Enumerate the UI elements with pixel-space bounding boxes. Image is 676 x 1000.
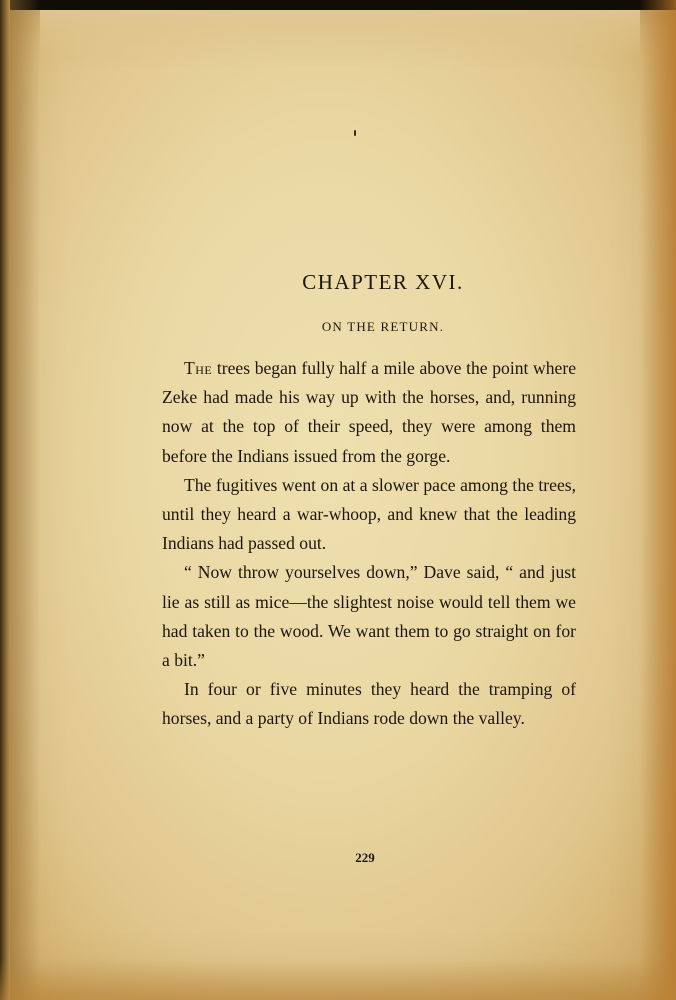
- chapter-body: [162, 354, 576, 734]
- page-number: 229: [355, 850, 375, 865]
- paper-speck: [354, 130, 356, 136]
- chapter-heading: CHAPTER XVI.: [302, 270, 464, 294]
- page-top-shade: [40, 10, 640, 60]
- page-binding-edge: [0, 0, 10, 1000]
- chapter-subtitle: ON THE RETURN.: [321, 319, 445, 334]
- page-gutter-shadow: [10, 0, 40, 1000]
- paragraph-text: trees began fully half a mile above the point where Zeke had made his way up with the horses, and, running now at the top of their speed, they were among them before the Indians issued from the gorge.: [162, 358, 576, 466]
- chapter-text-block: [162, 262, 576, 734]
- paragraph: [162, 471, 576, 559]
- paragraph-text: In four or five minutes they heard the tramping of horses, and a party of Indians rode down the valley.: [162, 679, 576, 729]
- paragraph-text: “ Now throw yourselves down,” Dave said, “ and just lie as still as mice—the slightest noise would tell them we had taken to the wood. We want them to go straight on for a bit.”: [162, 562, 576, 671]
- paragraph-text: The fugitives went on at a slower pace among the trees, until they heard a war-whoop, and knew that the leading Indians had passed out.: [162, 474, 576, 554]
- paragraph: [162, 354, 576, 471]
- page-bottom-stain: [0, 960, 676, 1000]
- page-top-border: [0, 0, 676, 10]
- page-right-stain: [640, 0, 676, 1000]
- paragraph: [162, 558, 576, 675]
- paragraph: [162, 675, 576, 733]
- paragraph-lead-word: The: [184, 358, 213, 378]
